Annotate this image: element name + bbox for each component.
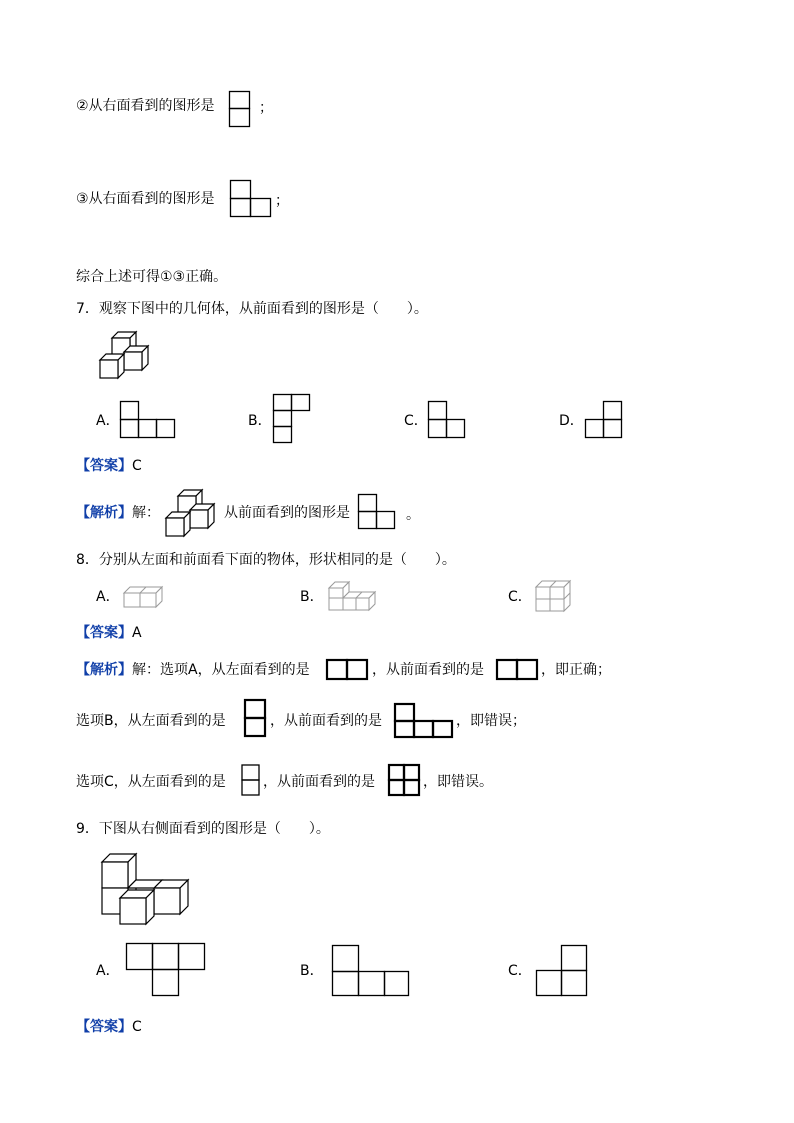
q8-a-front-view	[496, 659, 540, 681]
q7-analysis-tag: 【解析】	[76, 505, 132, 521]
q9-option-c-shape	[536, 945, 592, 999]
q7-analysis	[76, 504, 160, 522]
q8-option-a-figure	[122, 585, 166, 611]
q8-option-c-figure	[534, 579, 574, 615]
q8-analysis-a-3: ，即正确；	[541, 662, 611, 678]
q7-option-b-label: B．	[248, 413, 272, 429]
q9-option-b-shape	[332, 945, 414, 999]
q8-stem: 8．分别从左面和前面看下面的物体，形状相同的是（ ）。	[76, 552, 456, 568]
q9-option-a-shape	[126, 943, 208, 999]
prev-semicolon-3: ；	[275, 193, 289, 209]
prev-shape-2	[229, 91, 251, 129]
q8-analysis-b-2: ，从前面看到的是	[270, 713, 382, 729]
q7-analysis-figure	[162, 488, 218, 540]
q7-option-a-label: A．	[96, 413, 120, 429]
q9-answer-value: C	[132, 1019, 142, 1035]
prev-semicolon-2: ；	[259, 100, 273, 116]
q7-solid-figure	[96, 330, 152, 382]
q8-answer-tag: 【答案】	[76, 625, 132, 641]
q8-c-left-view	[241, 764, 263, 798]
q7-option-c-shape	[428, 401, 468, 439]
q8-c-front-view	[388, 764, 424, 800]
q7-option-d-shape	[585, 401, 625, 439]
q8-answer-value: A	[132, 625, 142, 641]
q8-analysis-a-2: ，从前面看到的是	[372, 662, 484, 678]
q7-option-b-shape	[273, 394, 313, 446]
q8-answer	[76, 624, 142, 642]
q7-option-d-label: D．	[559, 413, 584, 429]
q9-stem: 9．下图从右侧面看到的图形是（ ）。	[76, 821, 330, 837]
q9-option-b-label: B．	[300, 963, 324, 979]
q7-answer-tag: 【答案】	[76, 458, 132, 474]
q8-a-left-view	[326, 659, 370, 681]
q7-analysis-text: 从前面看到的图形是	[224, 505, 350, 521]
q8-option-c-label: C．	[508, 589, 532, 605]
q7-analysis-prefix: 解：	[132, 505, 160, 521]
q7-option-c-label: C．	[404, 413, 428, 429]
q7-answer	[76, 457, 142, 475]
q8-option-b-label: B．	[300, 589, 324, 605]
q7-analysis-period: 。	[406, 507, 420, 523]
q8-analysis-c-1: 选项C，从左面看到的是	[76, 774, 226, 790]
prev-line-2	[76, 97, 215, 115]
q8-analysis-b-3: ，即错误；	[456, 713, 526, 729]
q9-solid-figure	[98, 852, 194, 928]
q8-analysis-c-3: ，即错误。	[423, 774, 493, 790]
prev-summary: 综合上述可得①③正确。	[76, 269, 228, 285]
prev-line-2-text: ②从右面看到的图形是	[76, 98, 215, 114]
prev-shape-3	[230, 180, 274, 218]
q8-analysis-a-1	[76, 661, 310, 679]
q8-b-left-view	[244, 699, 268, 739]
q9-option-c-label: C．	[508, 963, 532, 979]
q8-analysis-a-1-text: 解：选项A，从左面看到的是	[132, 662, 310, 678]
q7-answer-value: C	[132, 458, 142, 474]
q8-analysis-b-1: 选项B，从左面看到的是	[76, 713, 226, 729]
q8-option-a-label: A．	[96, 589, 120, 605]
q8-analysis-c-2: ，从前面看到的是	[263, 774, 375, 790]
q9-answer	[76, 1018, 142, 1036]
q9-option-a-label: A．	[96, 963, 120, 979]
prev-line-3	[76, 190, 215, 208]
q9-answer-tag: 【答案】	[76, 1019, 132, 1035]
q8-analysis-tag: 【解析】	[76, 662, 132, 678]
q7-option-a-shape	[120, 401, 176, 439]
q7-analysis-shape	[358, 494, 398, 532]
q7-stem: 7．观察下图中的几何体，从前面看到的图形是（ ）。	[76, 301, 428, 317]
q8-option-b-figure	[327, 580, 379, 614]
prev-line-3-text: ③从右面看到的图形是	[76, 191, 215, 207]
q8-b-front-view	[394, 703, 456, 739]
